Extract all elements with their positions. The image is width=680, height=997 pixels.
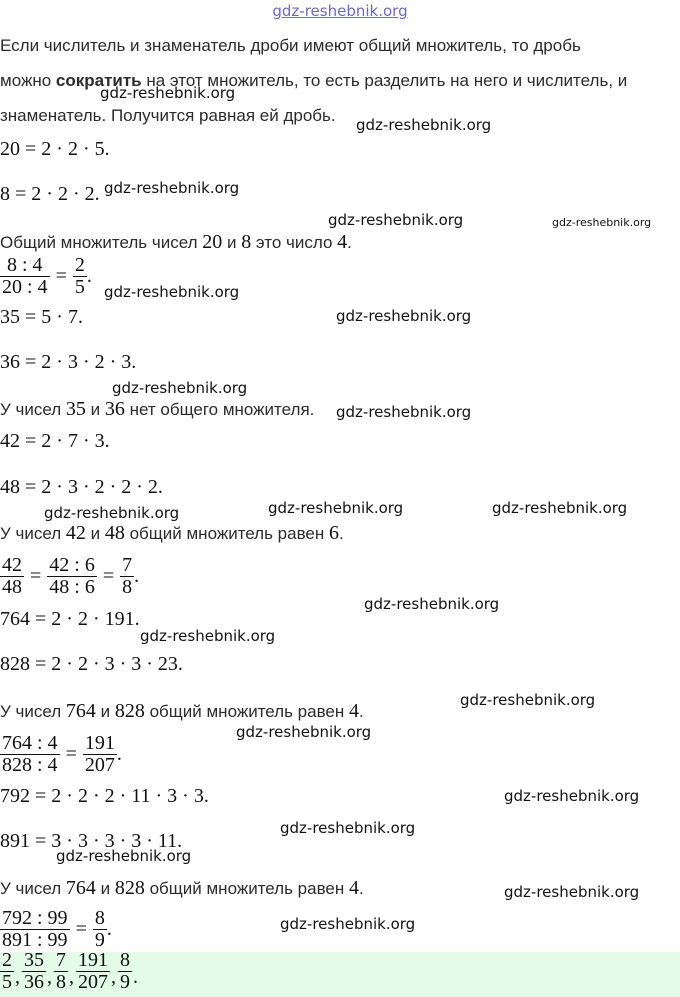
watermark: gdz-reshebnik.org: [356, 116, 492, 134]
watermark: gdz-reshebnik.org: [56, 847, 192, 865]
answer-row: [0, 950, 140, 993]
fraction-eq-b1-row: [0, 255, 92, 298]
answer-3-num: 7: [56, 949, 66, 971]
formula-8: 8 = 2 · 2 · 2.: [0, 183, 100, 205]
watermark: gdz-reshebnik.org: [44, 504, 180, 522]
answer-separator: ,: [111, 966, 116, 988]
answer-fraction-3: [54, 950, 68, 993]
fraction-b1-end: .: [86, 265, 92, 287]
fraction-b5-res-num: 8: [94, 907, 105, 929]
watermark: gdz-reshebnik.org: [100, 84, 236, 102]
equals-sign: =: [30, 565, 42, 587]
answer-5-den: 9: [120, 971, 130, 993]
equals-sign: =: [65, 743, 77, 765]
fraction-b3-result: [120, 555, 134, 598]
watermark: gdz-reshebnik.org: [492, 499, 628, 517]
header-watermark[interactable]: gdz-reshebnik.org: [272, 2, 408, 20]
fraction-b5-res-den: 9: [94, 929, 105, 951]
answer-1-den: 5: [2, 971, 12, 993]
answer-2-num: 35: [24, 949, 44, 971]
watermark: gdz-reshebnik.org: [236, 723, 372, 741]
statement-b1-pre: Общий множитель чисел: [0, 233, 203, 252]
statement-b5: [0, 877, 364, 900]
fraction-eq-b5-row: [0, 908, 112, 951]
fraction-b5-den: 891 : 99: [2, 929, 68, 951]
equals-sign: =: [75, 918, 87, 940]
watermark: gdz-reshebnik.org: [104, 179, 240, 197]
watermark: gdz-reshebnik.org: [112, 379, 248, 397]
statement-b3-mid: и: [85, 524, 105, 543]
statement-b1-end: .: [347, 233, 352, 252]
answer-fraction-5: [118, 950, 132, 993]
fraction-b5-num: 792 : 99: [2, 907, 68, 929]
statement-b2-b: 36: [104, 398, 125, 420]
answer-separator: ,: [69, 966, 74, 988]
fraction-b4-res-den: 207: [84, 754, 115, 776]
statement-b5-pre: У чисел: [0, 879, 66, 898]
answer-end: .: [133, 966, 138, 988]
formula-891: 891 = 3 · 3 · 3 · 3 · 11.: [0, 830, 183, 852]
statement-b1: [0, 231, 352, 254]
answer-3-den: 8: [56, 971, 66, 993]
statement-b4-pre: У чисел: [0, 702, 66, 721]
formula-42: 42 = 2 · 7 · 3.: [0, 430, 110, 452]
equals-sign: =: [55, 265, 67, 287]
fraction-b4-res-num: 191: [84, 732, 115, 754]
answer-separator: ,: [15, 966, 20, 988]
equals-sign: =: [102, 565, 115, 587]
formula-36: 36 = 2 · 3 · 2 · 3.: [0, 351, 137, 373]
formula-35: 35 = 5 · 7.: [0, 306, 83, 328]
fraction-eq-b3-row: [0, 555, 139, 598]
statement-b1-post: это число: [251, 233, 338, 252]
formula-792: 792 = 2 · 2 · 2 · 11 · 3 · 3.: [0, 785, 209, 807]
fraction-b1-right: [73, 255, 87, 298]
answer-fraction-1: [0, 950, 14, 993]
intro-line-2-pre: можно: [0, 71, 56, 90]
statement-b5-mid: и: [95, 879, 115, 898]
watermark: gdz-reshebnik.org: [140, 627, 276, 645]
statement-b3-a: 42: [65, 522, 86, 544]
statement-b2: [0, 398, 314, 421]
fraction-b1-res-num: 2: [74, 254, 85, 276]
fraction-b3-num: 42 : 6: [49, 554, 95, 576]
fraction-b1-num: 8 : 4: [7, 254, 43, 276]
intro-line-3: знаменатель. Получится равная ей дробь.: [0, 106, 336, 125]
fraction-b5-end: .: [106, 918, 112, 940]
statement-b5-post: общий множитель равен: [144, 879, 349, 898]
fraction-b5-right: [93, 908, 107, 951]
watermark: gdz-reshebnik.org: [280, 915, 416, 933]
statement-b3-end: .: [339, 524, 344, 543]
fraction-b3-original: [0, 555, 24, 598]
statement-b1-c: 4: [337, 231, 348, 253]
fraction-b3-orig-num: 42: [2, 554, 22, 576]
fraction-b4-right: [83, 733, 117, 776]
answer-fraction-2: [22, 950, 46, 993]
fraction-b4-end: .: [116, 743, 122, 765]
intro-line-1: Если числитель и знаменатель дроби имеют общий множитель, то дробь: [0, 36, 581, 55]
statement-b4-post: общий множитель равен: [144, 702, 349, 721]
watermark: gdz-reshebnik.org: [364, 595, 500, 613]
statement-b1-a: 20: [202, 231, 223, 253]
watermark: gdz-reshebnik.org: [268, 499, 404, 517]
statement-b4-c: 4: [349, 700, 359, 722]
statement-b5-a: 764: [65, 877, 96, 899]
fraction-b1-left: [0, 255, 50, 298]
fraction-b4-num: 764 : 4: [2, 732, 58, 754]
answer-2-den: 36: [24, 971, 44, 993]
fraction-b1-den: 20 : 4: [2, 276, 48, 298]
statement-b4-b: 828: [114, 700, 145, 722]
answer-4-num: 191: [78, 949, 108, 971]
statement-b2-mid: и: [85, 400, 105, 419]
answer-fraction-4: [76, 950, 110, 993]
watermark: gdz-reshebnik.org: [336, 403, 472, 421]
statement-b3-post: общий множитель равен: [124, 524, 329, 543]
formula-764: 764 = 2 · 2 · 191.: [0, 608, 140, 630]
statement-b5-b: 828: [114, 877, 145, 899]
fraction-b3-res-den: 8: [122, 576, 133, 598]
statement-b3-b: 48: [104, 522, 125, 544]
fraction-b3-den: 48 : 6: [49, 576, 95, 598]
answer-5-num: 8: [120, 949, 130, 971]
fraction-b1-res-den: 5: [74, 276, 85, 298]
watermark: gdz-reshebnik.org: [104, 283, 240, 301]
watermark: gdz-reshebnik.org: [280, 819, 416, 837]
fraction-b5-left: [0, 908, 70, 951]
fraction-b4-left: [0, 733, 60, 776]
statement-b2-a: 35: [65, 398, 86, 420]
statement-b3-pre: У чисел: [0, 524, 66, 543]
fraction-eq-b4-row: [0, 733, 122, 776]
watermark: gdz-reshebnik.org: [504, 787, 640, 805]
fraction-b3-end: .: [134, 565, 140, 587]
statement-b4-end: .: [359, 702, 364, 721]
fraction-b3-orig-den: 48: [2, 576, 22, 598]
fraction-eq-b3: [0, 555, 240, 599]
statement-b5-c: 4: [349, 877, 359, 899]
fraction-eq-b4: [0, 733, 200, 777]
formula-20: 20 = 2 · 2 · 5.: [0, 138, 110, 160]
statement-b3-c: 6: [329, 522, 339, 544]
formula-48: 48 = 2 · 3 · 2 · 2 · 2.: [0, 476, 163, 498]
statement-b1-mid: и: [222, 233, 242, 252]
fraction-b3-res-num: 7: [122, 554, 133, 576]
statement-b1-b: 8: [241, 231, 252, 253]
formula-828: 828 = 2 · 2 · 3 · 3 · 23.: [0, 653, 183, 675]
watermark: gdz-reshebnik.org: [328, 211, 464, 229]
statement-b4: [0, 700, 364, 723]
answer-4-den: 207: [78, 971, 108, 993]
intro-keyword: сократить: [55, 71, 142, 90]
statement-b4-mid: и: [95, 702, 115, 721]
fraction-b4-den: 828 : 4: [2, 754, 58, 776]
fraction-eq-b5: [0, 908, 200, 952]
fraction-b3-divided: [47, 555, 97, 598]
answer-separator: ,: [47, 966, 52, 988]
statement-b2-post: нет общего множителя.: [124, 400, 315, 419]
answer-1-num: 2: [2, 949, 12, 971]
watermark: gdz-reshebnik.org: [504, 883, 640, 901]
intro-line-2: [0, 71, 627, 91]
statement-b4-a: 764: [65, 700, 96, 722]
watermark-small: gdz-reshebnik.org: [552, 216, 652, 229]
watermark: gdz-reshebnik.org: [460, 691, 596, 709]
watermark: gdz-reshebnik.org: [336, 307, 472, 325]
statement-b5-end: .: [359, 879, 364, 898]
statement-b3: [0, 522, 344, 545]
statement-b2-pre: У чисел: [0, 400, 66, 419]
intro-line-2-post: на этот множитель, то есть разделить на него и числитель, и: [141, 71, 628, 90]
